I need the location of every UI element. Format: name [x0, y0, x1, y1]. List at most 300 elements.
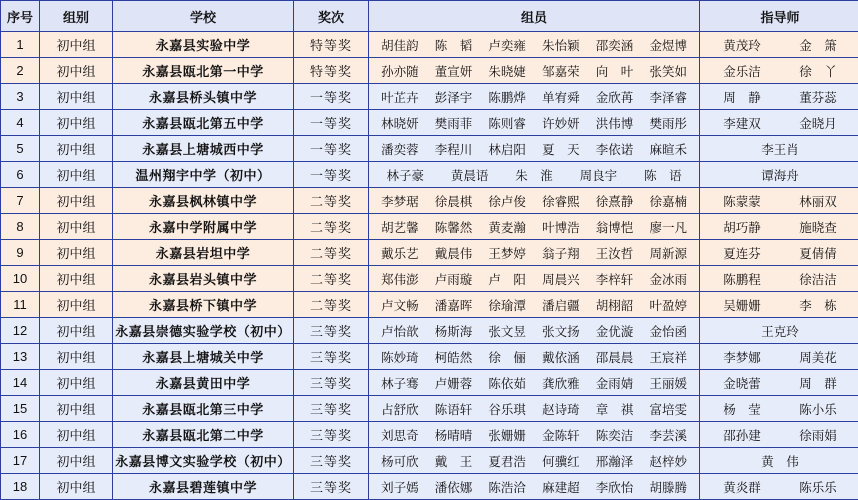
table-header — [1, 1, 858, 32]
member-name: 胡佳韵 — [373, 36, 427, 54]
cell-group: 初中组 — [40, 110, 113, 136]
table-row — [1, 266, 858, 292]
table-row — [1, 136, 858, 162]
tutor-name: 董芬蕊 — [780, 88, 856, 106]
tutor-name: 金晓月 — [780, 114, 856, 132]
tutor-name: 陈乐乐 — [780, 478, 856, 496]
members-list — [369, 88, 699, 106]
cell-members — [369, 422, 700, 448]
cell-index: 1 — [1, 32, 40, 58]
member-name: 黄麦瀚 — [480, 218, 534, 236]
cell-index: 6 — [1, 162, 40, 188]
cell-tutors — [700, 292, 858, 318]
cell-award: 特等奖 — [294, 32, 369, 58]
cell-tutors — [700, 396, 858, 422]
members-list — [369, 400, 699, 418]
member-name: 陈奕洁 — [588, 426, 642, 444]
cell-index: 15 — [1, 396, 40, 422]
cell-award: 二等奖 — [294, 188, 369, 214]
cell-group: 初中组 — [40, 58, 113, 84]
cell-tutors — [700, 240, 858, 266]
member-name: 徐晨棋 — [427, 192, 481, 210]
cell-tutors — [700, 370, 858, 396]
cell-members — [369, 396, 700, 422]
member-name: 胡艺馨 — [373, 218, 427, 236]
member-name: 赵梓妙 — [641, 452, 695, 470]
cell-tutors — [700, 32, 858, 58]
column-header-index: 序号 — [1, 1, 40, 32]
cell-award: 二等奖 — [294, 240, 369, 266]
cell-index: 8 — [1, 214, 40, 240]
member-name: 章 祺 — [588, 400, 642, 418]
tutor-name: 陈小乐 — [780, 400, 856, 418]
cell-index: 11 — [1, 292, 40, 318]
member-name: 金怡函 — [641, 322, 695, 340]
cell-index: 14 — [1, 370, 40, 396]
table-row — [1, 58, 858, 84]
cell-tutors — [700, 58, 858, 84]
members-list — [369, 114, 699, 132]
cell-tutors — [700, 136, 858, 162]
member-name: 向 叶 — [588, 62, 642, 80]
cell-members — [369, 58, 700, 84]
cell-award: 特等奖 — [294, 58, 369, 84]
tutor-name: 金 箫 — [780, 36, 856, 54]
cell-members — [369, 162, 700, 188]
member-name: 夏 天 — [534, 140, 588, 158]
cell-members — [369, 136, 700, 162]
member-name: 刘思奇 — [373, 426, 427, 444]
member-name: 陈 韬 — [427, 36, 481, 54]
member-name: 樊雨彤 — [641, 114, 695, 132]
member-name: 杨斯海 — [427, 322, 481, 340]
cell-award: 一等奖 — [294, 136, 369, 162]
tutors-list — [700, 270, 858, 288]
tutor-name: 吴姗姗 — [704, 296, 780, 314]
member-name: 潘依娜 — [427, 478, 481, 496]
member-name: 张文扬 — [534, 322, 588, 340]
member-name: 胡栩韶 — [588, 296, 642, 314]
tutors-list — [700, 192, 858, 210]
tutor-name: 金晓蕾 — [704, 374, 780, 392]
member-name: 翁子翔 — [534, 244, 588, 262]
tutor-name: 陈鹏程 — [704, 270, 780, 288]
cell-school: 永嘉县瓯北第一中学 — [113, 58, 294, 84]
cell-tutors — [700, 422, 858, 448]
member-name: 徐熹静 — [588, 192, 642, 210]
member-name: 叶博浩 — [534, 218, 588, 236]
members-list — [369, 426, 699, 444]
member-name: 陈妙琦 — [373, 348, 427, 366]
table-row — [1, 110, 858, 136]
tutor-name: 夏倩倩 — [780, 244, 856, 262]
cell-members — [369, 188, 700, 214]
member-name: 金优漩 — [588, 322, 642, 340]
cell-school: 永嘉县碧莲镇中学 — [113, 474, 294, 500]
cell-award: 三等奖 — [294, 422, 369, 448]
member-name: 朱 淮 — [502, 166, 566, 184]
member-name: 杨可欣 — [373, 452, 427, 470]
members-list — [369, 478, 699, 496]
cell-members — [369, 370, 700, 396]
cell-award: 三等奖 — [294, 370, 369, 396]
cell-members — [369, 84, 700, 110]
member-name: 樊雨菲 — [427, 114, 481, 132]
member-name: 卢怡歆 — [373, 322, 427, 340]
column-header-tutors: 指导师 — [700, 1, 858, 32]
cell-index: 13 — [1, 344, 40, 370]
cell-school: 永嘉县实验中学 — [113, 32, 294, 58]
member-name: 谷乐琪 — [480, 400, 534, 418]
cell-group: 初中组 — [40, 344, 113, 370]
tutor-name: 徐雨娟 — [780, 426, 856, 444]
cell-index: 17 — [1, 448, 40, 474]
member-name: 黄晨语 — [437, 166, 501, 184]
column-header-members: 组员 — [369, 1, 700, 32]
member-name: 卢 阳 — [480, 270, 534, 288]
tutors-list — [700, 88, 858, 106]
cell-group: 初中组 — [40, 266, 113, 292]
member-name: 徐嘉楠 — [641, 192, 695, 210]
member-name: 何骥红 — [534, 452, 588, 470]
member-name: 戴 王 — [427, 452, 481, 470]
member-name: 麻建超 — [534, 478, 588, 496]
tutor-name: 徐 丫 — [780, 62, 856, 80]
tutors-list — [700, 114, 858, 132]
cell-index: 18 — [1, 474, 40, 500]
tutor-name: 陈蒙蒙 — [704, 192, 780, 210]
cell-group: 初中组 — [40, 422, 113, 448]
cell-members — [369, 110, 700, 136]
members-list — [369, 296, 699, 314]
member-name: 卢雨璇 — [427, 270, 481, 288]
member-name: 王梦婷 — [480, 244, 534, 262]
cell-members — [369, 240, 700, 266]
member-name: 郑伟澎 — [373, 270, 427, 288]
cell-tutors — [700, 344, 858, 370]
table-row — [1, 370, 858, 396]
cell-group: 初中组 — [40, 318, 113, 344]
member-name: 朱晓婕 — [480, 62, 534, 80]
members-list — [369, 348, 699, 366]
cell-group: 初中组 — [40, 214, 113, 240]
member-name: 廖一凡 — [641, 218, 695, 236]
tutor-name: 施晓查 — [780, 218, 856, 236]
member-name: 王汝哲 — [588, 244, 642, 262]
member-name: 金雨婧 — [588, 374, 642, 392]
cell-school: 永嘉县瓯北第五中学 — [113, 110, 294, 136]
tutor-name: 周美花 — [780, 348, 856, 366]
member-name: 麻暄禾 — [641, 140, 695, 158]
table-row — [1, 344, 858, 370]
cell-index: 3 — [1, 84, 40, 110]
members-list — [369, 452, 699, 470]
members-list — [369, 62, 699, 80]
members-list — [369, 166, 699, 184]
cell-group: 初中组 — [40, 474, 113, 500]
cell-school: 永嘉县崇德实验学校（初中） — [113, 318, 294, 344]
tutors-list — [700, 374, 858, 392]
tutor-name: 金乐洁 — [704, 62, 780, 80]
member-name: 刘子嫣 — [373, 478, 427, 496]
member-name: 潘嘉晖 — [427, 296, 481, 314]
cell-award: 一等奖 — [294, 84, 369, 110]
member-name: 周新源 — [641, 244, 695, 262]
member-name: 林子骞 — [373, 374, 427, 392]
tutors-list — [700, 348, 858, 366]
member-name: 戴晨伟 — [427, 244, 481, 262]
tutors-list — [700, 166, 858, 184]
table-row — [1, 448, 858, 474]
cell-award: 二等奖 — [294, 292, 369, 318]
member-name: 陈则睿 — [480, 114, 534, 132]
member-name: 柯皓然 — [427, 348, 481, 366]
cell-index: 4 — [1, 110, 40, 136]
member-name: 周晨兴 — [534, 270, 588, 288]
cell-group: 初中组 — [40, 396, 113, 422]
member-name: 卢文畅 — [373, 296, 427, 314]
member-name: 夏君浩 — [480, 452, 534, 470]
member-name: 胡滕腾 — [641, 478, 695, 496]
member-name: 金陈轩 — [534, 426, 588, 444]
cell-award: 三等奖 — [294, 448, 369, 474]
cell-group: 初中组 — [40, 162, 113, 188]
member-name: 潘奕蓉 — [373, 140, 427, 158]
member-name: 李程川 — [427, 140, 481, 158]
tutor-name: 杨 莹 — [704, 400, 780, 418]
member-name: 翁博恺 — [588, 218, 642, 236]
member-name: 张笑如 — [641, 62, 695, 80]
tutor-name: 谭海舟 — [704, 166, 856, 184]
member-name: 叶盈婷 — [641, 296, 695, 314]
cell-award: 三等奖 — [294, 396, 369, 422]
member-name: 富培雯 — [641, 400, 695, 418]
cell-group: 初中组 — [40, 84, 113, 110]
cell-tutors — [700, 188, 858, 214]
member-name: 徐 俪 — [480, 348, 534, 366]
cell-index: 12 — [1, 318, 40, 344]
members-list — [369, 36, 699, 54]
tutor-name: 邵孙建 — [704, 426, 780, 444]
member-name: 戴依涵 — [534, 348, 588, 366]
cell-group: 初中组 — [40, 240, 113, 266]
cell-award: 三等奖 — [294, 318, 369, 344]
cell-tutors — [700, 448, 858, 474]
cell-index: 9 — [1, 240, 40, 266]
cell-tutors — [700, 318, 858, 344]
cell-award: 一等奖 — [294, 110, 369, 136]
table-row — [1, 240, 858, 266]
member-name: 金欣苒 — [588, 88, 642, 106]
cell-school: 永嘉县瓯北第三中学 — [113, 396, 294, 422]
cell-group: 初中组 — [40, 292, 113, 318]
cell-award: 二等奖 — [294, 214, 369, 240]
members-list — [369, 322, 699, 340]
member-name: 龚欣雅 — [534, 374, 588, 392]
member-name: 徐睿熙 — [534, 192, 588, 210]
column-header-school: 学校 — [113, 1, 294, 32]
member-name: 李梦琚 — [373, 192, 427, 210]
member-name: 徐卢俊 — [480, 192, 534, 210]
cell-school: 永嘉县枫林镇中学 — [113, 188, 294, 214]
cell-award: 三等奖 — [294, 344, 369, 370]
member-name: 戴乐艺 — [373, 244, 427, 262]
cell-members — [369, 344, 700, 370]
tutor-name: 李 栋 — [780, 296, 856, 314]
member-name: 陈语轩 — [427, 400, 481, 418]
tutor-name: 夏连芬 — [704, 244, 780, 262]
cell-school: 永嘉县桥头镇中学 — [113, 84, 294, 110]
tutor-name: 黄 伟 — [704, 452, 856, 470]
table-row — [1, 422, 858, 448]
cell-school: 永嘉县上塘城关中学 — [113, 344, 294, 370]
tutors-list — [700, 218, 858, 236]
cell-group: 初中组 — [40, 188, 113, 214]
tutor-name: 林丽双 — [780, 192, 856, 210]
tutors-list — [700, 244, 858, 262]
cell-school: 永嘉县黄田中学 — [113, 370, 294, 396]
column-header-group: 组别 — [40, 1, 113, 32]
tutor-name: 黄炎群 — [704, 478, 780, 496]
cell-tutors — [700, 110, 858, 136]
cell-members — [369, 318, 700, 344]
cell-school: 永嘉县瓯北第二中学 — [113, 422, 294, 448]
members-list — [369, 374, 699, 392]
tutors-list — [700, 452, 858, 470]
member-name: 周良宇 — [566, 166, 630, 184]
member-name: 卢姗蓉 — [427, 374, 481, 392]
member-name: 卢奕雍 — [480, 36, 534, 54]
cell-index: 5 — [1, 136, 40, 162]
members-list — [369, 270, 699, 288]
tutor-name: 黄茂玲 — [704, 36, 780, 54]
members-list — [369, 192, 699, 210]
member-name: 金冰雨 — [641, 270, 695, 288]
member-name: 许妙妍 — [534, 114, 588, 132]
cell-tutors — [700, 214, 858, 240]
tutor-name: 周 静 — [704, 88, 780, 106]
cell-index: 2 — [1, 58, 40, 84]
cell-group: 初中组 — [40, 448, 113, 474]
member-name: 单宥舜 — [534, 88, 588, 106]
members-list — [369, 140, 699, 158]
member-name: 赵诗琦 — [534, 400, 588, 418]
member-name: 金煜博 — [641, 36, 695, 54]
member-name: 陈 语 — [631, 166, 695, 184]
cell-members — [369, 32, 700, 58]
cell-school: 永嘉县博文实验学校（初中） — [113, 448, 294, 474]
cell-tutors — [700, 84, 858, 110]
member-name: 朱怡颖 — [534, 36, 588, 54]
tutor-name: 李建双 — [704, 114, 780, 132]
member-name: 邢瀚泽 — [588, 452, 642, 470]
column-header-award: 奖次 — [294, 1, 369, 32]
table-row — [1, 162, 858, 188]
member-name: 陈浩洽 — [480, 478, 534, 496]
tutors-list — [700, 296, 858, 314]
member-name: 陈馨然 — [427, 218, 481, 236]
table-row — [1, 32, 858, 58]
member-name: 林晓妍 — [373, 114, 427, 132]
cell-members — [369, 474, 700, 500]
tutors-list — [700, 426, 858, 444]
member-name: 李依诺 — [588, 140, 642, 158]
member-name: 张文昱 — [480, 322, 534, 340]
cell-award: 一等奖 — [294, 162, 369, 188]
member-name: 董宣妍 — [427, 62, 481, 80]
member-name: 占舒欣 — [373, 400, 427, 418]
member-name: 李欣怡 — [588, 478, 642, 496]
table-row — [1, 188, 858, 214]
member-name: 李芸溪 — [641, 426, 695, 444]
cell-members — [369, 448, 700, 474]
table-row — [1, 292, 858, 318]
table-row — [1, 214, 858, 240]
tutor-name: 王克玲 — [704, 322, 856, 340]
table-header-row — [1, 1, 858, 32]
cell-tutors — [700, 266, 858, 292]
cell-school: 温州翔宇中学（初中） — [113, 162, 294, 188]
tutor-name: 周 群 — [780, 374, 856, 392]
cell-index: 10 — [1, 266, 40, 292]
cell-group: 初中组 — [40, 136, 113, 162]
cell-index: 16 — [1, 422, 40, 448]
cell-award: 二等奖 — [294, 266, 369, 292]
member-name: 李梓轩 — [588, 270, 642, 288]
member-name: 邵晨晨 — [588, 348, 642, 366]
member-name: 陈依茹 — [480, 374, 534, 392]
cell-school: 永嘉中学附属中学 — [113, 214, 294, 240]
tutor-name: 李梦娜 — [704, 348, 780, 366]
cell-tutors — [700, 474, 858, 500]
table-row — [1, 396, 858, 422]
cell-members — [369, 266, 700, 292]
table-row — [1, 84, 858, 110]
cell-school: 永嘉县岩头镇中学 — [113, 266, 294, 292]
cell-group: 初中组 — [40, 370, 113, 396]
member-name: 王宸祥 — [641, 348, 695, 366]
table-row — [1, 318, 858, 344]
cell-members — [369, 292, 700, 318]
members-list — [369, 218, 699, 236]
tutor-name: 胡巧静 — [704, 218, 780, 236]
member-name: 王丽媛 — [641, 374, 695, 392]
members-list — [369, 244, 699, 262]
member-name: 彭泽宇 — [427, 88, 481, 106]
member-name: 潘启疆 — [534, 296, 588, 314]
member-name: 孙亦随 — [373, 62, 427, 80]
tutors-list — [700, 400, 858, 418]
cell-school: 永嘉县上塘城西中学 — [113, 136, 294, 162]
tutors-list — [700, 36, 858, 54]
cell-index: 7 — [1, 188, 40, 214]
tutors-list — [700, 322, 858, 340]
tutors-list — [700, 140, 858, 158]
member-name: 徐瑜潭 — [480, 296, 534, 314]
member-name: 邵奕涵 — [588, 36, 642, 54]
cell-tutors — [700, 162, 858, 188]
cell-members — [369, 214, 700, 240]
member-name: 洪伟博 — [588, 114, 642, 132]
member-name: 李泽睿 — [641, 88, 695, 106]
member-name: 叶芷卉 — [373, 88, 427, 106]
member-name: 陈鹏烨 — [480, 88, 534, 106]
member-name: 林启阳 — [480, 140, 534, 158]
member-name: 张姗姗 — [480, 426, 534, 444]
cell-award: 三等奖 — [294, 474, 369, 500]
tutor-name: 徐洁洁 — [780, 270, 856, 288]
tutors-list — [700, 478, 858, 496]
